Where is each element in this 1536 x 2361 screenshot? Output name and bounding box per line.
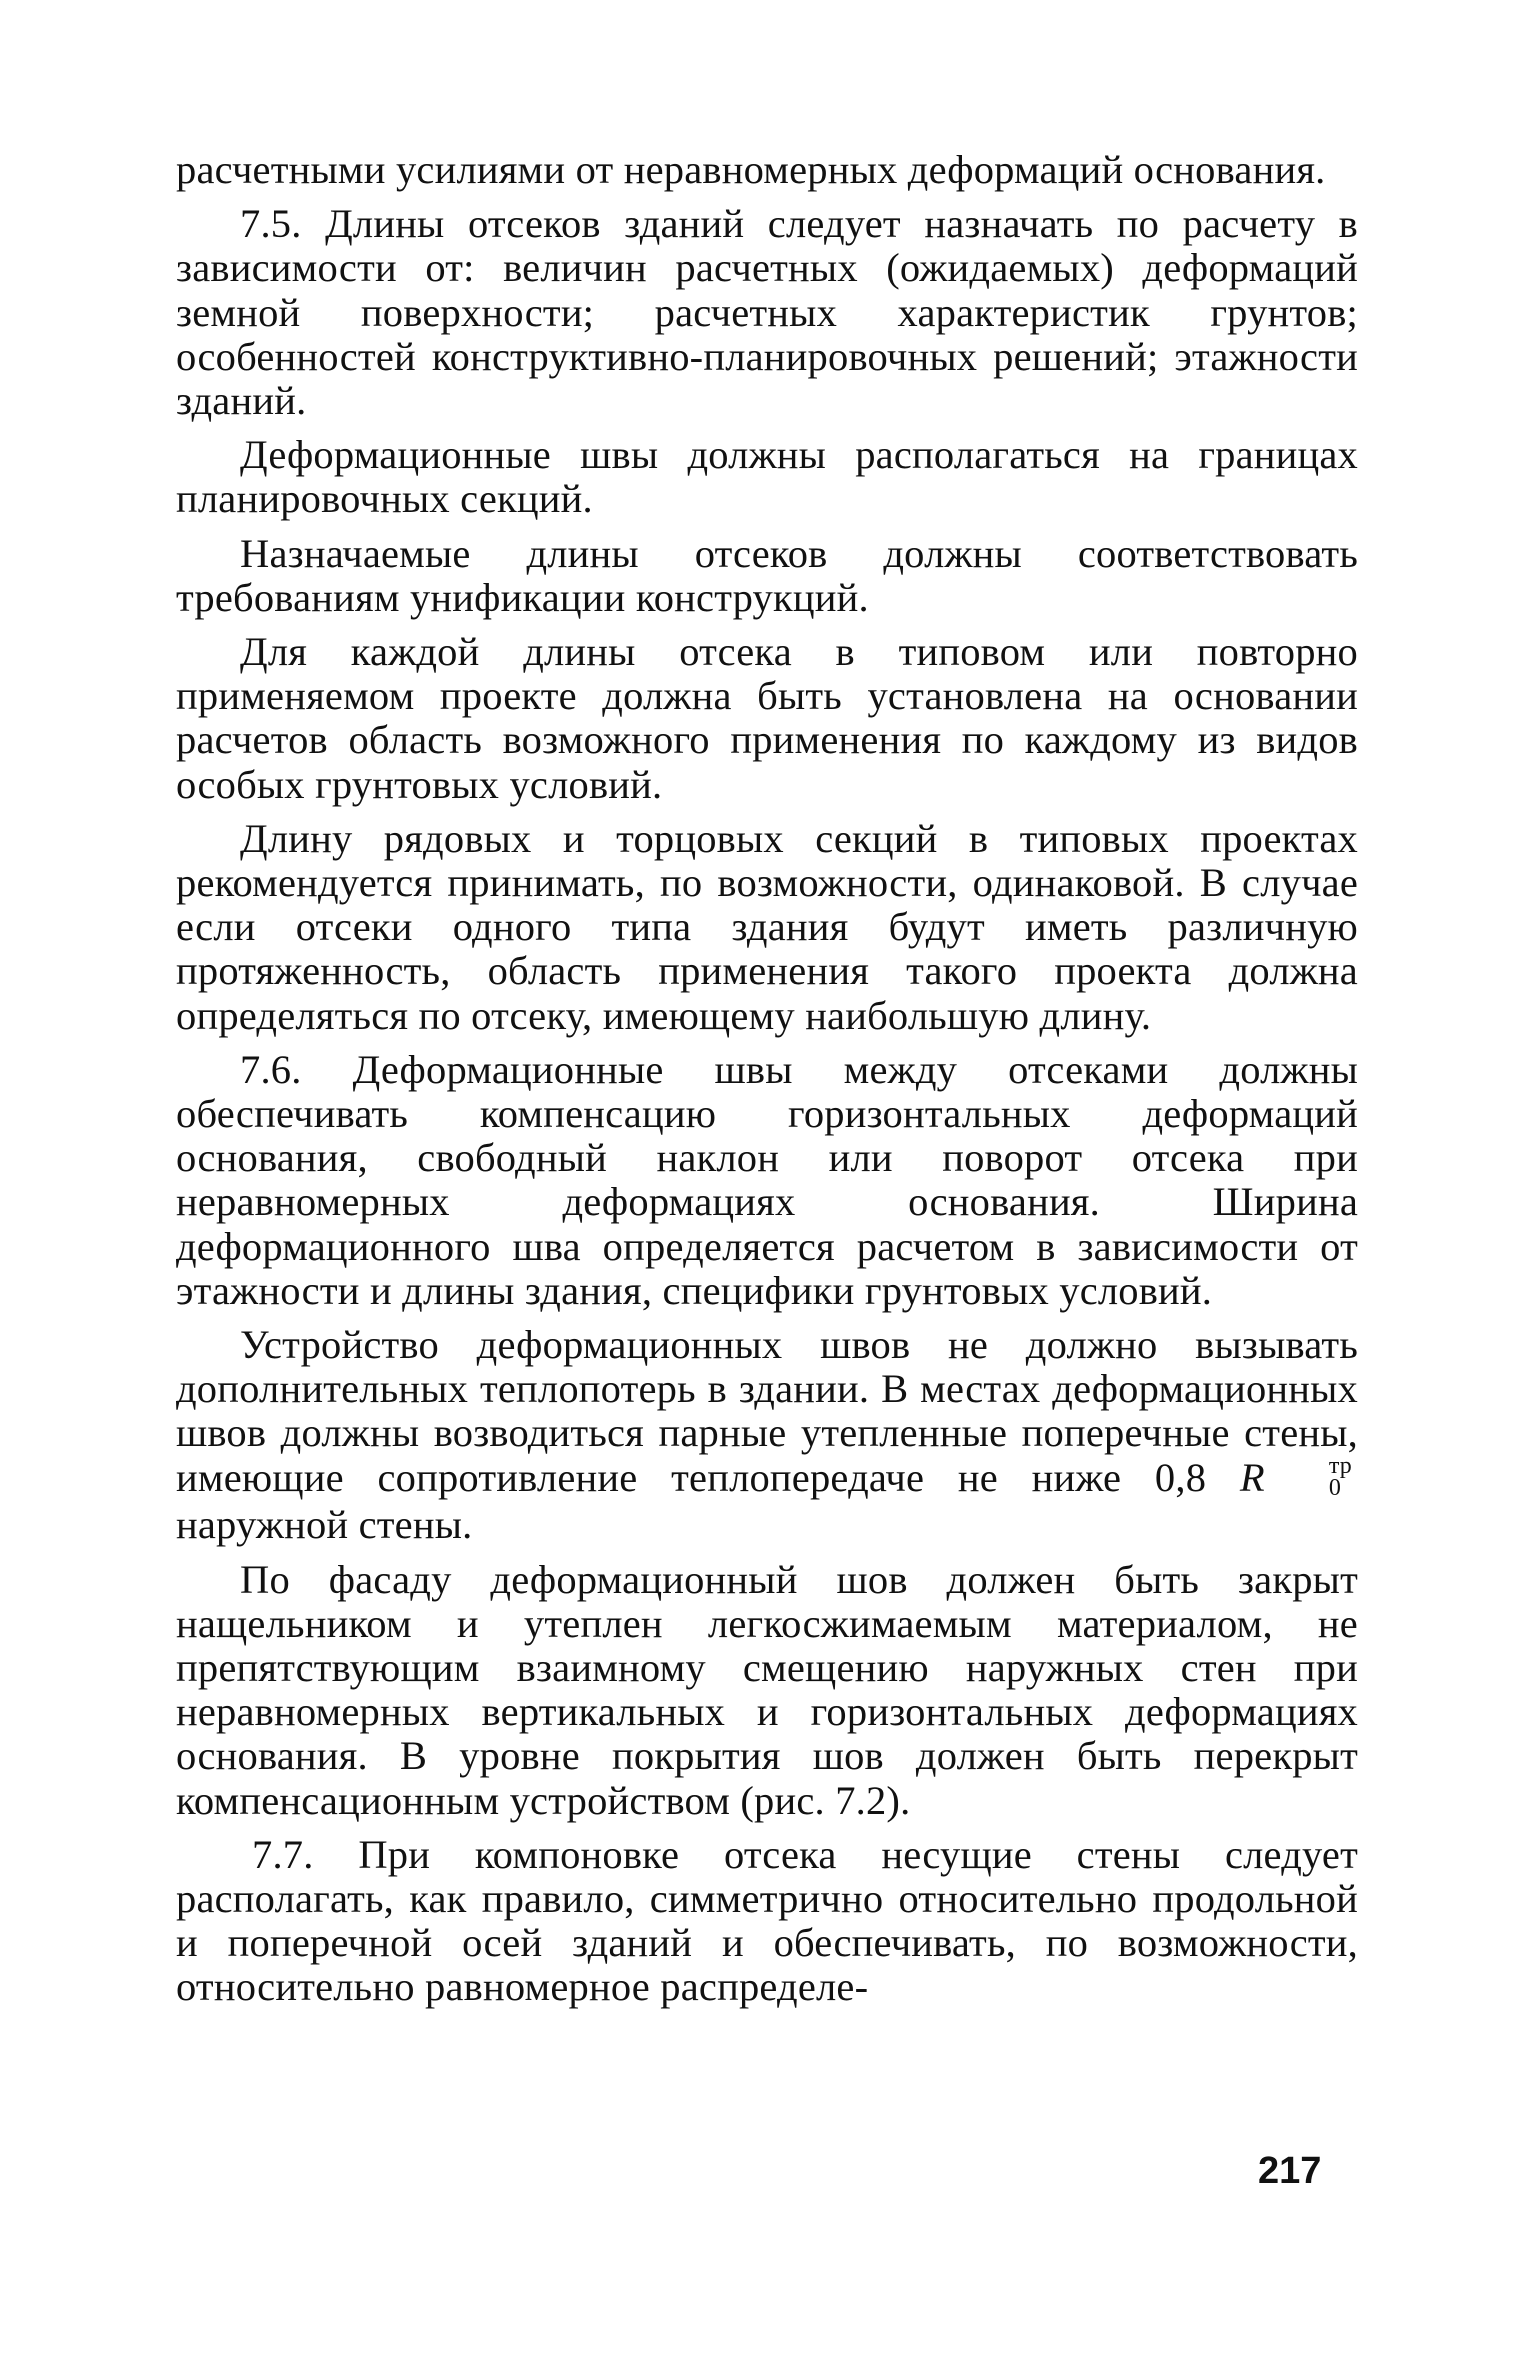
section-number: 7.7.	[252, 1831, 314, 1877]
paragraph-text: Назначаемые длины отсеков должны соответствовать требованиям унификации конструкций.	[176, 530, 1358, 620]
paragraph-text: При компоновке отсека несущие стены следует располагать, как правило, симметрично относительно продольной и поперечной осей зданий и обеспечивать, по возможности, относительно равномерное распределе-	[176, 1831, 1358, 2010]
formula-indices	[1265, 1453, 1352, 1502]
formula-subscript: 0	[1328, 1475, 1342, 1502]
paragraph-text: Длины отсеков зданий следует назначать по расчету в зависимости от: величин расчетных (ожидаемых) деформаций земной поверхности; расчетных характеристик грунтов; особенностей конструктивно-планировочных решений; этажности зданий.	[176, 201, 1359, 424]
formula-symbol: R	[1239, 1454, 1265, 1500]
page-body	[176, 148, 1358, 2020]
formula-superscript: тр	[1328, 1453, 1352, 1480]
paragraph-section-length	[176, 817, 1358, 1038]
page-number: 217	[1258, 2150, 1322, 2192]
paragraph-typical-project	[176, 630, 1358, 807]
paragraph-deformation-joints	[176, 433, 1358, 521]
paragraph-text-before: Устройство деформационных швов не должно вызывать дополнительных теплопотерь в здании. В местах деформационных швов должны возводиться парные утепленные поперечные стены, имеющие сопротивление теплопередаче не ниже 0,8	[176, 1322, 1358, 1500]
paragraph-continuation	[176, 148, 1358, 192]
paragraph-text-after: наружной стены.	[176, 1502, 473, 1548]
paragraph-text: Длину рядовых и торцовых секций в типовых проектах рекомендуется принимать, по возможности, одинаковой. В случае если отсеки одного типа здания будут иметь различную протяженность, область применения такого проекта должна определяться по отсеку, имеющему наибольшую длину.	[176, 815, 1358, 1038]
paragraph-facade-joint	[176, 1558, 1358, 1823]
paragraph-text: Деформационные швы между отсеками должны обеспечивать компенсацию горизонтальных деформаций основания, свободный наклон или поворот отсека при неравномерных деформациях основания. Ширина деформационного шва определяется расчетом в зависимости от этажности и длины здания, специфики грунтовых условий.	[176, 1046, 1358, 1313]
paragraph-text: расчетными усилиями от неравномерных деформаций основания.	[176, 147, 1326, 192]
section-number: 7.5.	[240, 201, 302, 247]
section-7-7	[176, 1833, 1358, 2010]
section-number: 7.6.	[240, 1046, 302, 1092]
section-7-5	[176, 202, 1358, 423]
paragraph-text: Деформационные швы должны располагаться на границах планировочных секций.	[176, 432, 1358, 522]
paragraph-text: Для каждой длины отсека в типовом или повторно применяемом проекте должна быть установлена на основании расчетов область возможного применения по каждому из видов особых грунтовых условий.	[176, 629, 1358, 807]
paragraph-text: По фасаду деформационный шов должен быть закрыт нащельником и утеплен легкосжимаемым материалом, не препятствующим взаимному смещению наружных стен при неравномерных вертикальных и горизонтальных деформациях основания. В уровне покрытия шов должен быть перекрыт компенсационным устройством (рис. 7.2).	[176, 1556, 1358, 1823]
paragraph-unification	[176, 532, 1358, 620]
paragraph-joint-insulation	[176, 1323, 1358, 1548]
section-7-6	[176, 1048, 1358, 1313]
